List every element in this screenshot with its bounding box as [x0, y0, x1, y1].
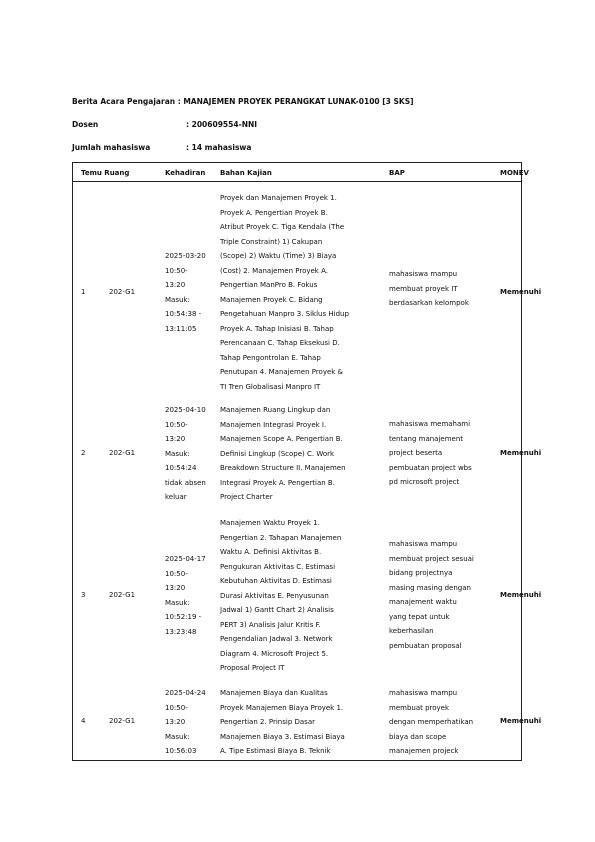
- row-room: 202-G1: [109, 717, 136, 725]
- row-bap: mahasiswa mampu membuat proyek dengan memperhatikan biaya dan scope manajemen projeck: [389, 689, 474, 755]
- row-number: 3: [81, 591, 86, 599]
- row-monev: Memenuhi: [500, 717, 542, 725]
- course-title-text: Berita Acara Pengajaran : MANAJEMEN PROYEK PERANGKAT LUNAK-0100 [3 SKS]: [72, 97, 414, 106]
- col-bahan-kajian: Bahan Kajian: [220, 169, 272, 177]
- jumlah-label: Jumlah mahasiswa: [72, 143, 151, 152]
- row-number: 2: [81, 449, 86, 457]
- row-kehadiran: 2025-04-17 10:50- 13:20 Masuk: 10:52:19 - 13:23:48: [165, 555, 206, 636]
- row-number: 1: [81, 288, 86, 296]
- col-monev: MONEV: [500, 169, 529, 177]
- row-bap: mahasiswa mampu membuat proyek IT berdasarkan kelompok: [389, 270, 469, 307]
- row-kehadiran: 2025-04-10 10:50- 13:20 Masuk: 10:54:24 tidak absen keluar: [165, 406, 206, 501]
- row-room: 202-G1: [109, 449, 136, 457]
- row-bap: mahasiswa memahami tentang manajement project beserta pembuatan project wbs pd microsoft project: [389, 420, 472, 486]
- row-monev: Memenuhi: [500, 288, 542, 296]
- col-kehadiran: Kehadiran: [165, 169, 206, 177]
- col-bap: BAP: [389, 169, 405, 177]
- row-monev: Memenuhi: [500, 591, 542, 599]
- dosen-line: [72, 120, 258, 129]
- row-bahan-kajian: Proyek dan Manajemen Proyek 1. Proyek A. Pengertian Proyek B. Atribut Proyek C. Tiga Kendala (The Triple Constraint) 1) Cakupan (Scope) 2) Waktu (Time) 3) Biaya (Cost) 2. Manajemen Proyek A. Pengertian ManPro B. Fokus Manajemen Proyek C. Bidang Pengetahuan Manpro 3. Siklus Hidup Proyek A. Tahap Inisiasi B. Tahap Perencanaan C. Tahap Eksekusi D. Tahap Pengontrolan E. Tahap Penutupan 4. Manajemen Proyek & TI Tren Globalisasi Manpro IT: [220, 194, 349, 391]
- header-divider: [73, 181, 521, 182]
- dosen-value: : 200609554-NNI: [186, 120, 258, 129]
- row-monev: Memenuhi: [500, 449, 542, 457]
- jumlah-line: [72, 143, 252, 152]
- row-room: 202-G1: [109, 288, 136, 296]
- attendance-table: [72, 162, 542, 761]
- dosen-label: Dosen: [72, 120, 99, 129]
- row-bahan-kajian: Manajemen Waktu Proyek 1. Pengertian 2. Tahapan Manajemen Waktu A. Definisi Aktivitas B. Pengukuran Aktivitas C. Estimasi Kebutuhan Aktivitas D. Estimasi Durasi Aktivitas E. Penyusunan Jadwal 1) Gantt Chart 2) Analisis PERT 3) Analisis Jalur Kritis F. Pengendalian Jadwal 3. Network Diagram 4. Microsoft Project 5. Proposal Project IT: [220, 519, 342, 672]
- col-temu-ruang: Temu Ruang: [81, 169, 130, 177]
- jumlah-value: : 14 mahasiswa: [186, 143, 252, 152]
- row-kehadiran: 2025-03-20 10:50- 13:20 Masuk: 10:54:38 - 13:11:05: [165, 252, 206, 333]
- row-bahan-kajian: Manajemen Biaya dan Kualitas Proyek Manajemen Biaya Proyek 1. Pengertian 2. Prinsip Dasar Manajemen Biaya 3. Estimasi Biaya A. Tipe Estimasi Biaya B. Teknik: [220, 689, 345, 755]
- row-number: 4: [81, 717, 86, 725]
- row-bahan-kajian: Manajemen Ruang Lingkup dan Manajemen Integrasi Proyek I. Manajemen Scope A. Pengertian B. Definisi Lingkup (Scope) C. Work Breakdown Structure II. Manajemen Integrasi Proyek A. Pengertian B. Project Charter: [220, 406, 346, 501]
- row-room: 202-G1: [109, 591, 136, 599]
- course-title: [72, 97, 414, 106]
- row-bap: mahasiswa mampu membuat project sesuai bidang projectnya masing masing dengan manajement waktu yang tepat untuk keberhasilan pembuatan proposal: [389, 540, 474, 650]
- row-kehadiran: 2025-04-24 10:50- 13:20 Masuk: 10:56:03: [165, 689, 206, 755]
